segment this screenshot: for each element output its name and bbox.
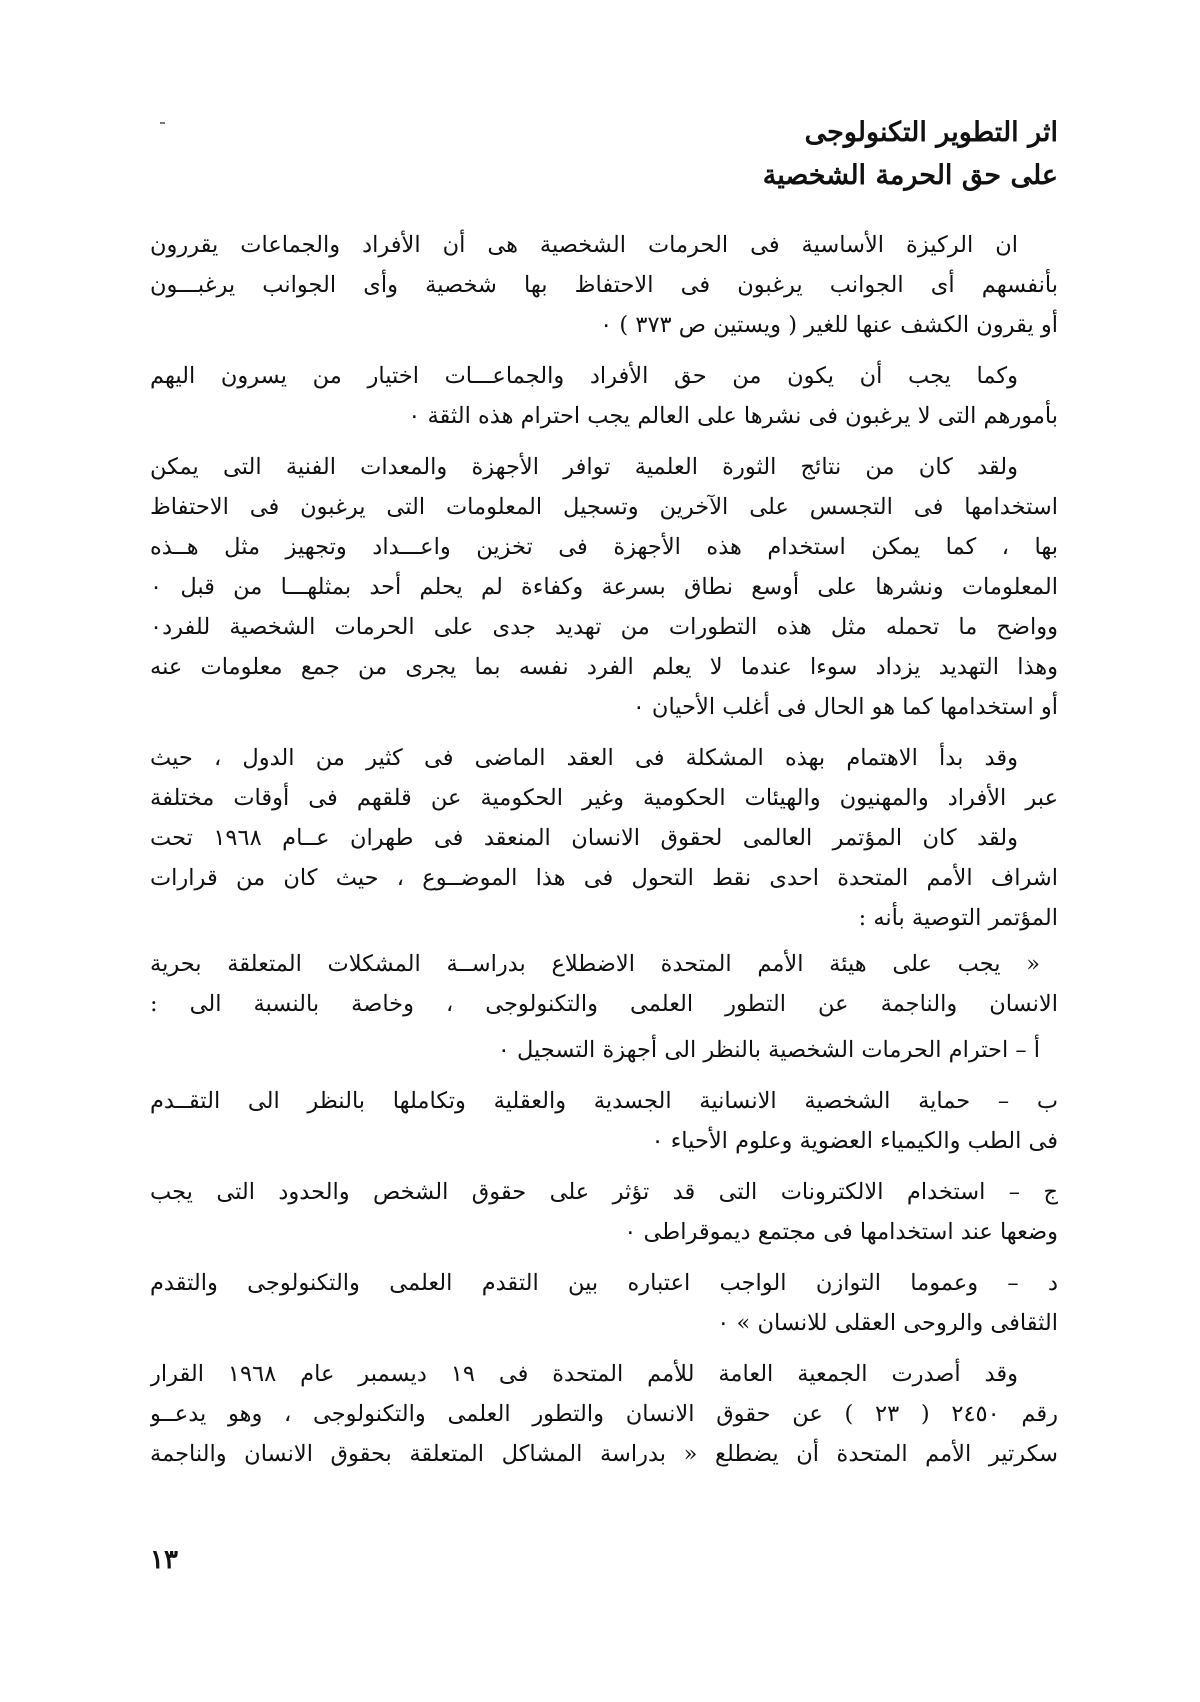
title-line-2: على حق الحرمة الشخصية: [762, 160, 1058, 191]
text-line: عبر الأفراد والمهنيون والهيئات الحكومية وغير الحكومية عن قلقهم فى أوقات مختلفة: [150, 785, 1058, 811]
text-line: المؤتمر التوصية بأنه :: [858, 905, 1058, 931]
text-line: وكما يجب أن يكون من حق الأفراد والجماعـــات اختيار من يسرون اليهم: [150, 363, 1018, 389]
text-line: وقد أصدرت الجمعية العامة للأمم المتحدة فى ١٩ ديسمبر عام ١٩٦٨ القرار: [150, 1361, 1018, 1387]
text-line: الانسان والناجمة عن التطور العلمى والتكنولوجى ، وخاصة بالنسبة الى :: [150, 991, 1058, 1017]
text-line: بها ، كما يمكن استخدام هذه الأجهزة فى تخزين واعـــداد وتجهيز مثل هــذه: [150, 534, 1058, 560]
text-line: وضعها عند استخدامها فى مجتمع ديموقراطى ٠: [624, 1219, 1058, 1245]
text-line: اشراف الأمم المتحدة احدى نقط التحول فى هذا الموضــوع ، حيث كان من قرارات: [150, 865, 1058, 891]
text-line: استخدامها فى التجسس على الآخرين وتسجيل المعلومات التى يرغبون فى الاحتفاظ: [150, 494, 1058, 520]
text-line: بأمورهم التى لا يرغبون فى نشرها على العالم يجب احترام هذه الثقة ٠: [408, 403, 1058, 429]
text-line: الثقافى والروحى العقلى للانسان » ٠: [717, 1310, 1058, 1336]
text-line: أو يقرون الكشف عنها للغير ( ويستين ص ٣٧٣ ) ٠: [600, 312, 1058, 338]
title-line-1: اثر التطوير التكنولوجى: [804, 117, 1058, 148]
text-line: « يجب على هيئة الأمم المتحدة الاضطلاع بدراســة المشكلات المتعلقة بحرية: [150, 951, 1040, 977]
text-line: وقد بدأ الاهتمام بهذه المشكلة فى العقد الماضى فى كثير من الدول ، حيث: [150, 745, 1018, 771]
text-line: ولقد كان من نتائج الثورة العلمية توافر الأجهزة والمعدات الفنية التى يمكن: [150, 454, 1018, 480]
text-line: ان الركيزة الأساسية فى الحرمات الشخصية هى أن الأفراد والجماعات يقررون: [150, 232, 1018, 258]
text-line: رقم ٢٤٥٠ ( ٢٣ ) عن حقوق الانسان والتطور العلمى والتكنولوجى ، وهو يدعــو: [150, 1401, 1058, 1427]
list-item-b: ب – حماية الشخصية الانسانية الجسدية والعقلية وتكاملها بالنظر الى التقــدم: [150, 1088, 1058, 1114]
list-item-d: د – وعموما التوازن الواجب اعتباره بين التقدم العلمى والتكنولوجى والتقدم: [150, 1270, 1058, 1296]
text-line: أو استخدامها كما هو الحال فى أغلب الأحيان ٠: [632, 694, 1058, 720]
text-line: وهذا التهديد يزداد سوءا عندما لا يعلم الفرد نفسه بما يجرى من جمع معلومات عنه: [150, 654, 1058, 680]
text-line: ولقد كان المؤتمر العالمى لحقوق الانسان المنعقد فى طهران عــام ١٩٦٨ تحت: [150, 825, 1018, 851]
list-item-c: ج – استخدام الالكترونات التى قد تؤثر على حقوق الشخص والحدود التى يجب: [150, 1179, 1058, 1205]
body-text: [150, 225, 1058, 1474]
text-line: المعلومات ونشرها على أوسع نطاق بسرعة وكفاءة لم يحلم أحد بمثلهـــا من قبل ٠: [150, 574, 1058, 600]
list-item-a: أ – احترام الحرمات الشخصية بالنظر الى أجهزة التسجيل ٠: [497, 1037, 1040, 1063]
scan-speck: [160, 122, 165, 124]
text-line: سكرتير الأمم المتحدة أن يضطلع « بدراسة المشاكل المتعلقة بحقوق الانسان والناجمة: [150, 1441, 1058, 1467]
text-line: فى الطب والكيمياء العضوية وعلوم الأحياء ٠: [651, 1128, 1058, 1154]
text-line: وواضح ما تحمله مثل هذه التطورات من تهديد جدى على الحرمات الشخصية للفرد٠: [150, 614, 1058, 640]
text-line: بأنفسهم أى الجوانب يرغبون فى الاحتفاظ بها شخصية وأى الجوانب يرغبـــون: [150, 272, 1058, 298]
page-number: ١٣: [150, 1545, 178, 1575]
